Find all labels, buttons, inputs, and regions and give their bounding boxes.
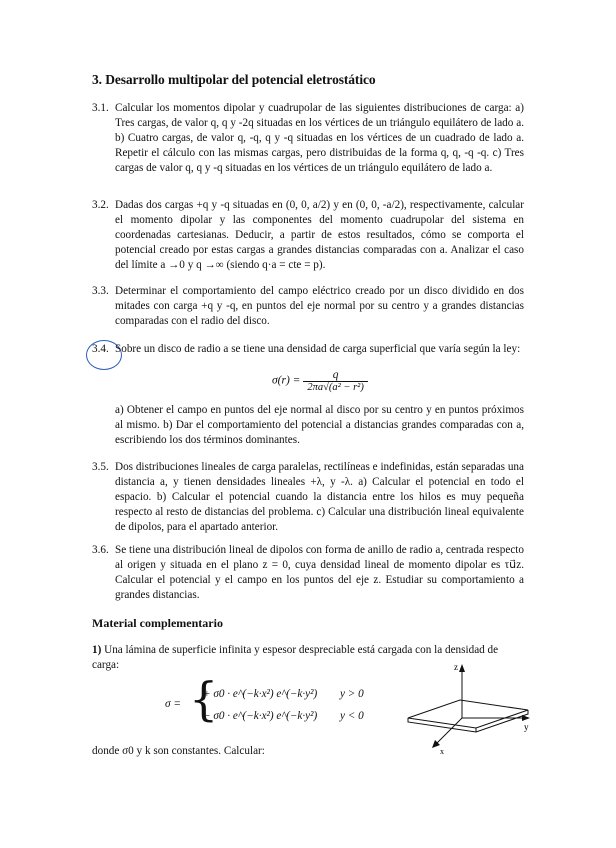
problem-3-3 (92, 284, 524, 329)
z-axis-label: z (454, 662, 458, 672)
problem-text: Determinar el comportamiento del campo eléctrico creado por un disco dividido en dos mitades con carga +q y -q, en puntos del eje normal por su centro y a grandes distancias comparadas con el radio del disco. (115, 285, 524, 327)
sigma-piecewise-formula (165, 672, 385, 730)
left-brace: { (189, 672, 219, 726)
x-axis-label: x (440, 747, 444, 756)
problem-number: 3.5. (92, 461, 109, 473)
problem-number: 3.4. (92, 343, 109, 355)
problem-3-4-parts: a) Obtener el campo en puntos del eje normal al disco por su centro y en puntos próximos al mismo. b) Dar el comportamiento del potencial a distancias grandes comparadas con a, escribiendo los dos términos dominantes. (115, 404, 524, 446)
problem-3-1 (92, 101, 524, 176)
problem-number: 3.2. (92, 199, 109, 211)
problem-text: Dadas dos cargas +q y -q situadas en (0, 0, a/2) y en (0, 0, -a/2), respectivamente, calcular el momento dipolar y las componentes del momento cuadrupolar del sistema en coordenadas cartesianas. Deducir, a partir de estos resultados, cómo se comporta el potencial creado por estas cargas a grandes distancias comparadas con a. Analizar el caso del límite a →0 y q →∞ (siendo q·a = cte = p). (115, 199, 524, 271)
problem-text: Sobre un disco de radio a se tiene una densidad de carga superficial que varía según la ley: (115, 343, 521, 355)
y-axis-label: y (524, 722, 529, 732)
sigma-r-formula (272, 369, 368, 393)
problem-number: 3.3. (92, 285, 109, 297)
problem-3-4 (92, 342, 524, 357)
formula-denominator: 2πa√(a² − r²) (307, 382, 364, 393)
problem-text: Se tiene una distribución lineal de dipolos con forma de anillo de radio a, centrada respecto al origen y situada en el plano z = 0, cuya densidad lineal de momento dipolar es τu⃗z. Calcular el potencial y el campo en los puntos del eje z. Estudiar su comportamiento a grandes distancias. (115, 544, 524, 601)
case-negative: − σ0 · e^(−k·x²) e^(−k·y²) (203, 710, 318, 722)
x-axis (436, 718, 462, 744)
formula-numerator: q (303, 369, 367, 382)
problem-3-2 (92, 198, 524, 273)
section-title: 3. Desarrollo multipolar del potencial eletrostático (92, 72, 376, 87)
problem-text: Calcular los momentos dipolar y cuadrupolar de las siguientes distribuciones de carga: a) Tres cargas, de valor q, q y -2q situadas en los vértices de un triángulo equilátero de lado a. b) Cuatro cargas, de valor q, -q, q y -q situadas en los vértices de un cuadrado de lado a. Repetir el cálculo con las mismas cargas, pero distribuidas de la forma q, q, -q -q. c) Tres cargas de valor q, q y -q situadas en los vértices de un triángulo equilátero de lado a. (115, 102, 524, 174)
problem-text: Dos distribuciones lineales de carga paralelas, rectilíneas e indefinidas, están separadas una distancia a, y tienen densidades lineales +λ, y -λ. a) Calcular el potencial en todo el espacio. b) Calcular el potencial cuando la distancia entre los hilos es muy pequeña respecto al resto de distancias del problema. c) Calcular una distribución lineal equivalente de dipolos, para el apartado anterior. (115, 461, 524, 533)
complementary-constants-text: donde σ0 y k son constantes. Calcular: (92, 745, 265, 757)
formula-lhs: σ(r) = (272, 374, 301, 387)
z-arrow (459, 664, 465, 672)
sigma-lhs: σ = (165, 698, 181, 710)
problem-number: 1) (92, 644, 102, 656)
formula-fraction (303, 369, 367, 393)
problem-3-6 (92, 543, 524, 603)
case-positive: + σ0 · e^(−k·x²) e^(−k·y²) (203, 688, 318, 700)
condition-positive: y > 0 (340, 688, 364, 700)
plate-diagram-svg (400, 658, 540, 758)
complementary-title: Material complementario (92, 616, 223, 630)
condition-negative: y < 0 (340, 710, 364, 722)
problem-3-5 (92, 460, 524, 535)
problem-number: 3.1. (92, 102, 109, 114)
y-arrow (522, 715, 530, 721)
plate-top (408, 700, 528, 728)
problem-number: 3.6. (92, 544, 109, 556)
problem-text: Una lámina de superficie infinita y espesor despreciable está cargada con la densidad de carga: (92, 644, 499, 671)
plate-diagram (400, 658, 540, 763)
